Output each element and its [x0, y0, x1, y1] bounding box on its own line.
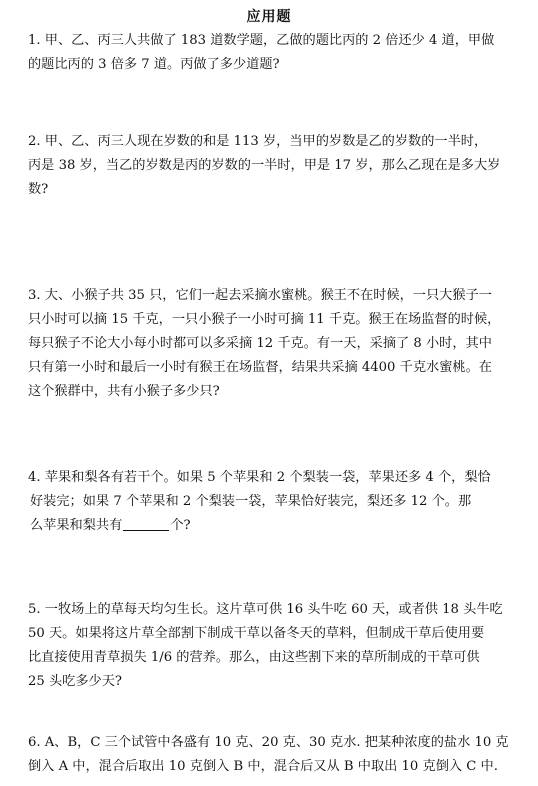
question-line: 50 天。如果将这片草全部割下制成干草以备冬天的草料，但制成干草后使用要 — [28, 626, 485, 641]
question-line: 倒入 A 中，混合后取出 10 克倒入 B 中，混合后又从 B 中取出 10 克倒入 C 中. — [28, 759, 498, 774]
question-line — [28, 514, 508, 538]
question-line: 3. 大、小猴子共 35 只，它们一起去采摘水蜜桃。猴王不在时候，一只大猴子一 — [28, 288, 492, 303]
question-line: 4. 苹果和梨各有若干个。如果 5 个苹果和 2 个梨装一袋，苹果还多 4 个，梨恰 — [28, 470, 491, 485]
question-line: 2. 甲、乙、丙三人现在岁数的和是 113 岁，当甲的岁数是乙的岁数的一半时， — [28, 134, 488, 149]
question-line: 只有第一小时和最后一小时有猴王在场监督，结果共采摘 4400 千克水蜜桃。在 — [28, 360, 492, 375]
question-1 — [28, 29, 508, 77]
question-6 — [28, 731, 508, 779]
question-line: 数? — [28, 182, 49, 197]
question-line: 的题比丙的 3 倍多 7 道。丙做了多少道题? — [28, 57, 280, 72]
question-2 — [28, 130, 508, 202]
question-line: 比直接使用青草损失 1/6 的营养。那么，由这些割下来的草所制成的干草可供 — [28, 650, 480, 665]
question-line: 每只猴子不论大小每小时都可以多采摘 12 千克。有一天，采摘了 8 小时，其中 — [28, 336, 492, 351]
question-4 — [28, 466, 508, 538]
question-5 — [28, 598, 508, 694]
question-line-text: 么苹果和梨共有 — [30, 518, 123, 533]
question-line: 5. 一牧场上的草每天均匀生长。这片草可供 16 头牛吃 60 天，或者供 18 头牛吃 — [28, 602, 503, 617]
question-line: 6. A、B，C 三个试管中各盛有 10 克、20 克、30 克水. 把某种浓度的盐水 10 克 — [28, 735, 509, 750]
question-line: 丙是 38 岁，当乙的岁数是丙的岁数的一半时，甲是 17 岁，那么乙现在是多大岁 — [28, 158, 501, 173]
question-line: 好装完；如果 7 个苹果和 2 个梨装一袋，苹果恰好装完，梨还多 12 个。那 — [30, 494, 472, 509]
question-line: 只小时可以摘 15 千克，一只小猴子一小时可摘 11 千克。猴王在场监督的时候， — [28, 312, 501, 327]
question-line: 25 头吃多少天? — [28, 674, 122, 689]
question-line-suffix: 个? — [170, 518, 191, 533]
answer-blank — [123, 516, 169, 531]
page-title: 应用题 — [246, 9, 292, 25]
question-3 — [28, 284, 508, 404]
question-line: 1. 甲、乙、丙三人共做了 183 道数学题，乙做的题比丙的 2 倍还少 4 道，甲做 — [28, 33, 495, 48]
question-line: 这个猴群中，共有小猴子多少只? — [28, 384, 220, 399]
